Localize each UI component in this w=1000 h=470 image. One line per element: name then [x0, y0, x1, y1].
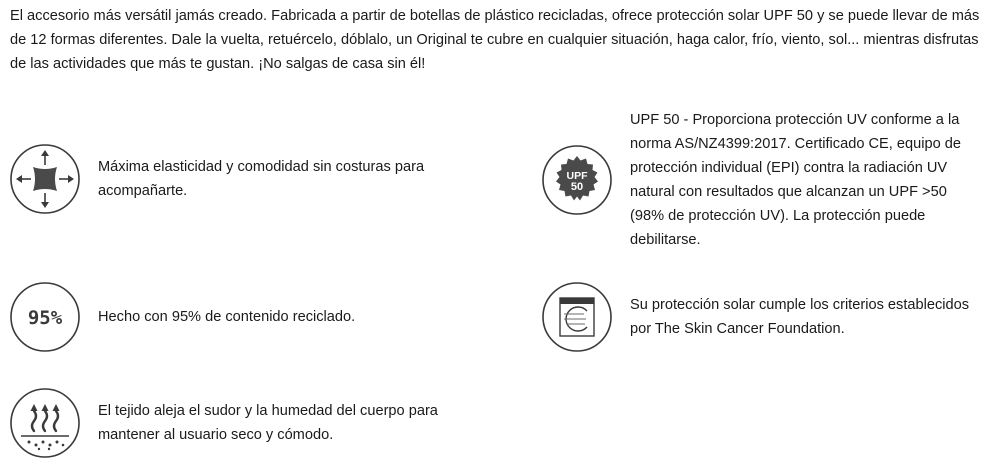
- upf-badge-line2: 50: [570, 181, 584, 193]
- feature-upf-text: UPF 50 - Proporciona protección UV conforme a la norma AS/NZ4399:2017. Certificado CE, equipo de protección individual (EPI) contra la radiación UV natural con resultados que alcanzan un UPF >50 (98% de protección UV). La protección puede debilitarse.: [630, 112, 961, 248]
- stretch-arrows-icon: [8, 142, 82, 216]
- feature-elasticity: [8, 142, 458, 216]
- feature-recycled: [8, 280, 458, 354]
- feature-skin-cancer: [540, 280, 975, 354]
- recycled-badge-text: 95%: [27, 307, 63, 329]
- recycled-percent-icon: [8, 280, 82, 354]
- upf-50-badge-icon: [540, 143, 614, 217]
- moisture-wicking-icon: [8, 386, 82, 460]
- upf-badge-line1: UPF: [566, 170, 588, 182]
- feature-elasticity-text: Máxima elasticidad y comodidad sin costuras para acompañarte.: [98, 159, 425, 199]
- feature-moisture-wicking: [8, 386, 458, 460]
- feature-skin-cancer-text: Su protección solar cumple los criterios establecidos por The Skin Cancer Foundation.: [630, 297, 970, 337]
- product-description: El accesorio más versátil jamás creado. Fabricada a partir de botellas de plástico recicladas, ofrece protección solar UPF 50 y se puede llevar de más de 12 formas diferentes. Dale la vuelta, retuércelo, dóblalo, un Original te cubre en cualquier situación, haga calor, frío, viento, sol... mientras disfrutas de las actividades que más te gustan. ¡No salgas de casa sin él!: [10, 8, 980, 72]
- feature-moisture-wicking-text: El tejido aleja el sudor y la humedad del cuerpo para mantener al usuario seco y cómodo.: [98, 403, 438, 443]
- skin-cancer-foundation-seal-icon: [540, 280, 614, 354]
- feature-upf: [540, 108, 975, 252]
- feature-recycled-text: Hecho con 95% de contenido reciclado.: [98, 309, 356, 325]
